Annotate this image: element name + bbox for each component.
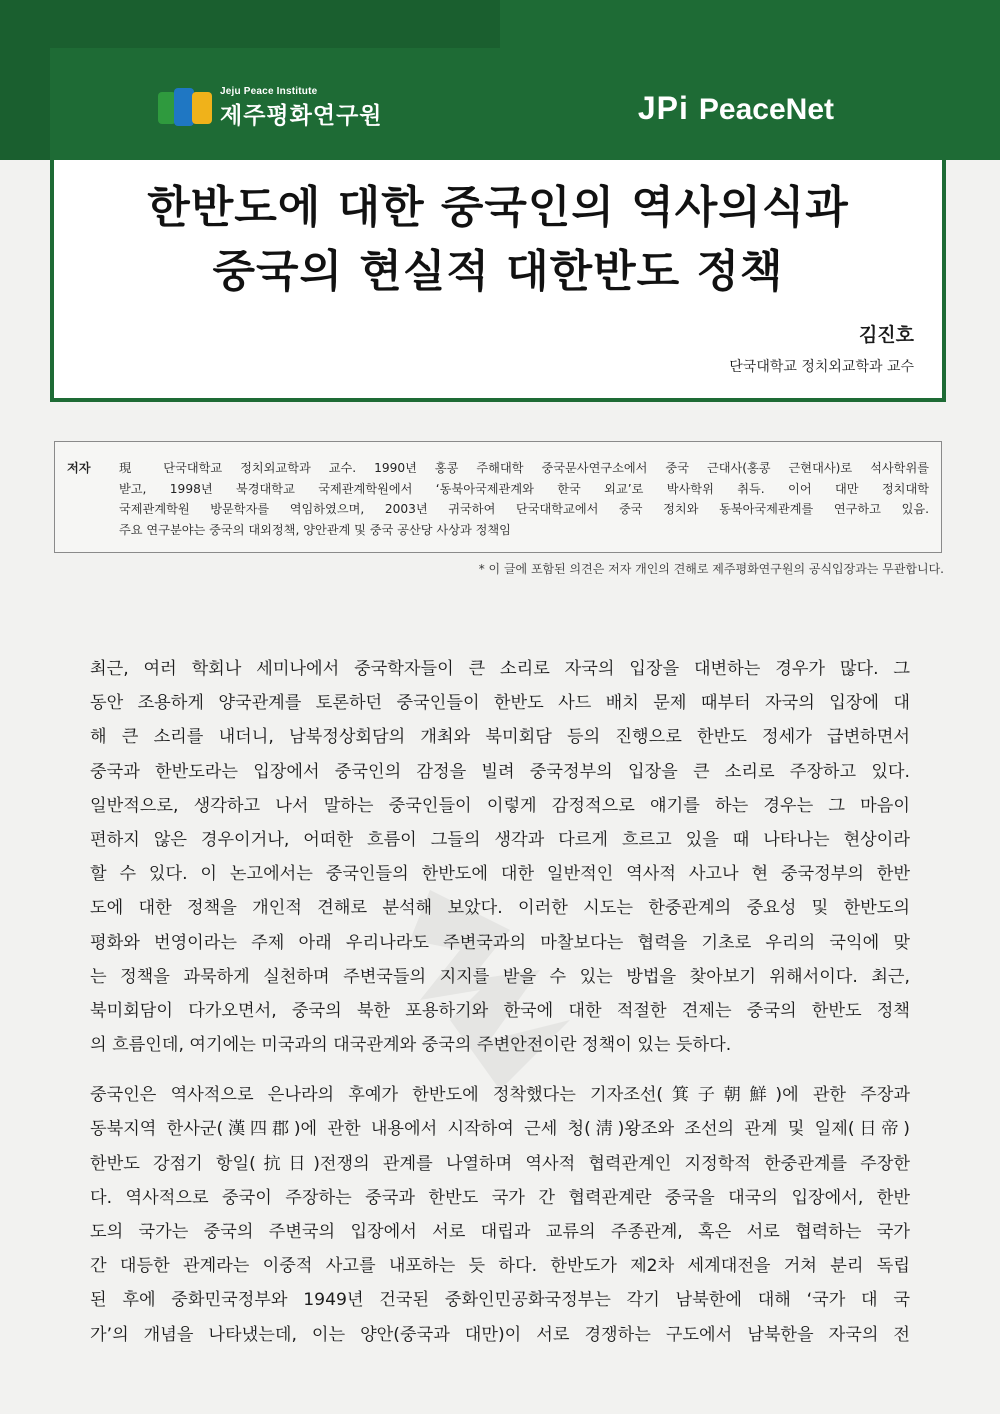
logo-korean-name: 제주평화연구원 — [220, 103, 383, 129]
text-line: 現 단국대학교 정치외교학과 교수. 1990년 홍콩 주해대학 중국문사연구소에서 중국 근대사(홍콩 근현대사)로 석사학위를 — [119, 461, 929, 475]
title-line-2: 중국의 현실적 대한반도 정책 — [212, 246, 784, 297]
text-line: 다. 역사적으로 중국이 주장하는 중국과 한반도 국가 간 협력관계란 중국을 대국의 입장에서, 한반 — [90, 1187, 910, 1208]
text-line: 중국과 한반도라는 입장에서 중국인의 감정을 빌려 중국정부의 입장을 큰 소리로 주장하고 있다. — [90, 761, 910, 782]
institute-emblem-icon — [158, 88, 214, 128]
document-title — [54, 176, 942, 304]
text-line: 최근, 여러 학회나 세미나에서 중국학자들이 큰 소리로 자국의 입장을 대변하는 경우가 많다. 그 — [90, 659, 910, 679]
text-line: 가’의 개념을 나타냈는데, 이는 양안(중국과 대만)이 서로 경쟁하는 구도에서 남북한을 자국의 전 — [90, 1324, 910, 1345]
bio-label: 저자 — [67, 461, 91, 475]
header-banner — [54, 52, 942, 160]
author-affiliation: 단국대학교 정치외교학과 교수 — [729, 359, 914, 375]
text-line: 할 수 있다. 이 논고에서는 중국인들의 한반도에 대한 일반적인 역사적 사고나 현 중국정부의 한반 — [90, 864, 910, 885]
text-line: 북미회담이 다가오면서, 중국의 북한 포용하기와 한국에 대한 적절한 견제는 중국의 한반도 정책 — [90, 1000, 910, 1021]
paragraph-2 — [90, 1078, 910, 1352]
text-line: 동북지역 한사군(漢四郡)에 관한 내용에서 시작하여 근세 청(淸)왕조와 조선의 관계 및 일제(日帝) — [90, 1119, 910, 1140]
text-line: 국제관계학원 방문학자를 역임하였으며, 2003년 귀국하여 단국대학교에서 중국 정치와 동북아국제관계를 연구하고 있음. — [119, 502, 929, 516]
text-line: 일반적으로, 생각하고 나서 말하는 중국인들이 이렇게 감정적으로 얘기를 하는 경우는 그 마음이 — [90, 795, 910, 816]
text-line: 도에 대한 정책을 개인적 견해로 분석해 보았다. 이러한 시도는 한중관계의 중요성 및 한반도의 — [90, 898, 910, 919]
header-card — [50, 48, 946, 402]
text-line: 한반도 강점기 항일(抗日)전쟁의 관계를 나열하며 역사적 협력관계인 지정학적 한중관계를 주장한 — [90, 1153, 910, 1174]
jpi-mark: JPi — [637, 90, 689, 126]
author-name: 김진호 — [858, 324, 914, 346]
title-line-1: 한반도에 대한 중국인의 역사의식과 — [147, 182, 849, 233]
body-text — [90, 652, 910, 1352]
text-line: 주요 연구분야는 중국의 대외정책, 양안관계 및 중국 공산당 사상과 정책임 — [119, 522, 511, 537]
text-line: 해 큰 소리를 내더니, 남북정상회담의 개최와 북미회담 등의 진행으로 한반도 정세가 급변하면서 — [90, 727, 910, 748]
text-line: 중국인은 역사적으로 은나라의 후예가 한반도에 정착했다는 기자조선(箕子朝鮮)에 관한 주장과 — [90, 1085, 910, 1106]
text-line: 편하지 않은 경우이거나, 어떠한 흐름이 그들의 생각과 다르게 흐르고 있을 때 나타나는 현상이라 — [90, 829, 910, 850]
bio-text — [119, 458, 929, 540]
text-line: 의 흐름인데, 여기에는 미국과의 대국관계와 중국의 주변안전이란 정책이 있는 듯하다. — [90, 1035, 732, 1056]
peacenet-name: PeaceNet — [698, 93, 834, 126]
logo-english-name: Jeju Peace Institute — [220, 86, 318, 97]
text-line: 도의 국가는 중국의 주변국의 입장에서 서로 대립과 교류의 주종관계, 혹은 서로 협력하는 국가 — [90, 1222, 910, 1242]
jeju-peace-institute-logo — [158, 86, 383, 130]
disclaimer: * 이 글에 포함된 의견은 저자 개인의 견해로 제주평화연구원의 공식입장과는 무관합니다. — [478, 562, 944, 576]
text-line: 평화와 번영이라는 주제 아래 우리나라도 주변국과의 마찰보다는 협력을 기초로 우리의 국익에 맞 — [90, 932, 910, 953]
text-line: 받고, 1998년 북경대학교 국제관계학원에서 ‘동북아국제관계와 한국 외교’로 박사학위 취득. 이어 대만 정치대학 — [119, 481, 929, 496]
text-line: 간 대등한 관계라는 이중적 사고를 내포하는 듯 하다. 한반도가 제2차 세계대전을 거쳐 분리 독립 — [90, 1256, 910, 1277]
text-line: 된 후에 중화민국정부와 1949년 건국된 중화인민공화국정부는 각기 남북한에 대해 ‘국가 대 국 — [90, 1290, 910, 1311]
text-line: 동안 조용하게 양국관계를 토론하던 중국인들이 한반도 사드 배치 문제 때부터 자국의 입장에 대 — [90, 693, 910, 714]
paragraph-1 — [90, 652, 910, 1062]
author-bio-box — [54, 441, 942, 553]
peacenet-logo — [638, 90, 834, 127]
text-line: 는 정책을 과묵하게 실천하며 주변국들의 지지를 받을 수 있는 방법을 찾아보기 위해서이다. 최근, — [90, 966, 910, 987]
